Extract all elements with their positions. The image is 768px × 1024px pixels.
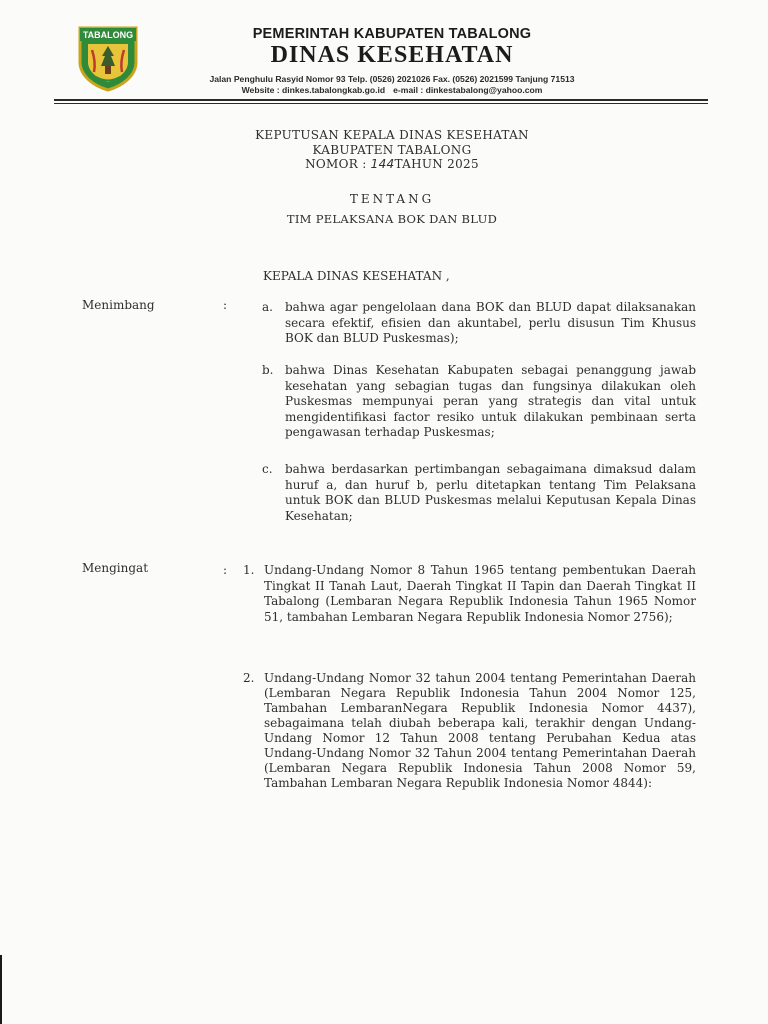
item-text: Undang-Undang Nomor 32 tahun 2004 tentang Pemerintahan Daerah (Lembaran Negara Republik Indonesia Tahun 2004 Nomor 125, Tambahan LembaranNegara Republik Indonesia Nomor 4437), sebagaimana telah diubah beberapa kali, terakhir dengan Undang-Undang Nomor 12 Tahun 2008 tentang Perubahan Kedua atas Undang-Undang Nomor 32 Tahun 2004 tentang Pemerintahan Daerah (Lembaran Negara Republik Indonesia Tahun 2008 Nomor 59, Tambahan Lembaran Negara Republik Indonesia Nomor 4844):	[264, 671, 696, 790]
email-text: e-mail : dinkestabalong@yahoo.com	[393, 85, 543, 95]
decree-year: TAHUN 2025	[394, 157, 479, 171]
item-marker: 1.	[243, 563, 255, 577]
item-marker: a.	[262, 300, 273, 314]
about-heading: TENTANG	[349, 192, 435, 206]
item-marker: 2.	[243, 671, 255, 685]
agency-address: Jalan Penghulu Rasyid Nomor 93 Telp. (0526) 2021026 Fax. (0526) 2021599 Tanjung 71513	[209, 74, 575, 84]
emblem-text: TABALONG	[82, 30, 134, 40]
list-item	[262, 462, 696, 542]
letterhead-divider-thin	[54, 103, 708, 104]
item-text: bahwa agar pengelolaan dana BOK dan BLUD dapat dilaksanakan secara efektif, efisien dan akuntabel, perlu disusun Tim Khusus BOK dan BLUD Puskesmas);	[285, 300, 696, 346]
list-item	[243, 563, 696, 659]
item-text: Undang-Undang Nomor 8 Tahun 1965 tentang pembentukan Daerah Tingkat II Tanah Laut, Daerah Tingkat II Tapin dan Daerah Tingkat II Tabalong (Lembaran Negara Republik Indonesia Tahun 1965 Nomor 51, tambahan Lembaran Negara Republik Indonesia Nomor 2756);	[264, 563, 696, 624]
item-marker: b.	[262, 363, 274, 377]
official-title: KEPALA DINAS KESEHATAN ,	[263, 269, 450, 283]
government-name: PEMERINTAH KABUPATEN TABALONG	[252, 26, 532, 42]
agency-contact	[150, 85, 634, 95]
scan-edge-shadow	[0, 955, 2, 1024]
section-label-mengingat: Mengingat	[82, 561, 149, 575]
item-text: bahwa Dinas Kesehatan Kabupaten sebagai penanggung jawab kesehatan yang sebagian tugas dan fungsinya dilakukan oleh Puskesmas mempunyai peran yang strategis dan vital untuk mengidentifikasi factor resiko untuk dilakukan pembinaan serta pengawasan terhadap Puskesmas;	[285, 363, 696, 440]
tabalong-regency-emblem	[74, 22, 142, 92]
decree-number: 144	[370, 157, 395, 171]
list-item	[243, 671, 696, 821]
section-colon: :	[223, 298, 228, 312]
agency-name: DINAS KESEHATAN	[270, 42, 514, 68]
decree-heading-line1: KEPUTUSAN KEPALA DINAS KESEHATAN	[255, 128, 529, 142]
decree-number-prefix: NOMOR :	[305, 157, 371, 171]
decree-number-line	[150, 157, 634, 171]
item-text: bahwa berdasarkan pertimbangan sebagaimana dimaksud dalam huruf a, dan huruf b, perlu ditetapkan tentang Tim Pelaksana untuk BOK dan BLUD Puskesmas melalui Keputusan Kepala Dinas Kesehatan;	[285, 462, 696, 523]
list-item	[262, 300, 696, 364]
list-item	[262, 363, 696, 459]
decree-heading-line2: KABUPATEN TABALONG	[312, 143, 472, 157]
item-marker: c.	[262, 462, 273, 476]
website-text: Website : dinkes.tabalongkab.go.id	[241, 85, 386, 95]
section-colon: :	[223, 563, 228, 577]
section-label-menimbang: Menimbang	[82, 298, 155, 312]
letterhead-divider	[54, 99, 708, 101]
decree-title: TIM PELAKSANA BOK DAN BLUD	[286, 212, 498, 226]
